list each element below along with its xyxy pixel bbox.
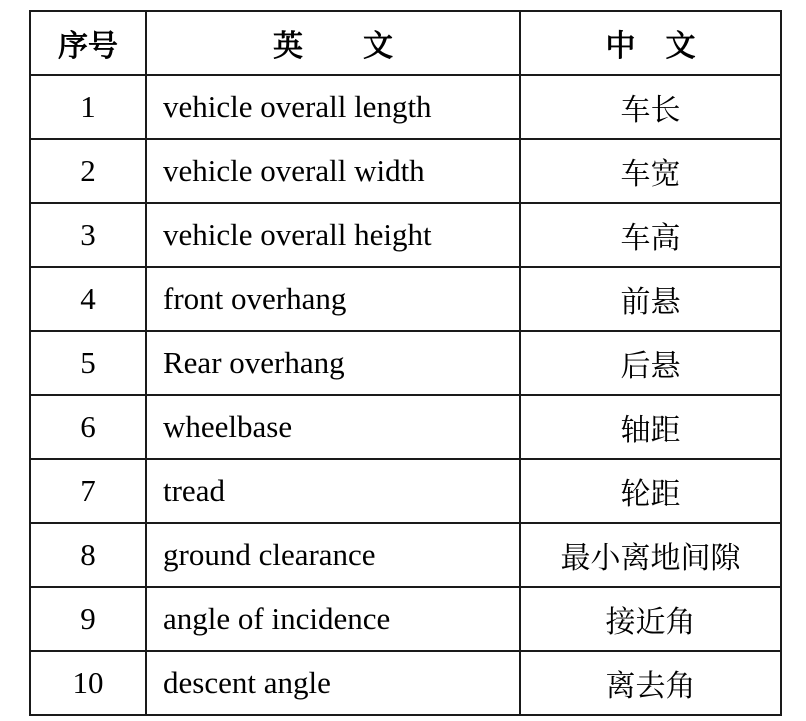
table-row [30, 267, 781, 331]
table-header-row [30, 11, 781, 75]
row-number: 2 [30, 139, 146, 203]
row-number: 5 [30, 331, 146, 395]
header-number: 序号 [30, 11, 146, 75]
header-chinese: 中 文 [520, 11, 781, 75]
row-chinese-term: 车高 [520, 203, 781, 267]
row-number: 1 [30, 75, 146, 139]
row-number: 6 [30, 395, 146, 459]
row-number: 9 [30, 587, 146, 651]
table-row [30, 395, 781, 459]
row-chinese-term: 轴距 [520, 395, 781, 459]
row-number: 8 [30, 523, 146, 587]
row-number: 7 [30, 459, 146, 523]
table-row [30, 75, 781, 139]
row-chinese-term: 车宽 [520, 139, 781, 203]
table-row [30, 651, 781, 715]
row-chinese-term: 后悬 [520, 331, 781, 395]
row-english-term: vehicle overall length [146, 75, 520, 139]
table-row [30, 203, 781, 267]
row-number: 10 [30, 651, 146, 715]
table-row [30, 523, 781, 587]
table-row [30, 459, 781, 523]
table-row [30, 587, 781, 651]
row-english-term: front overhang [146, 267, 520, 331]
row-english-term: angle of incidence [146, 587, 520, 651]
row-number: 3 [30, 203, 146, 267]
row-english-term: ground clearance [146, 523, 520, 587]
row-chinese-term: 前悬 [520, 267, 781, 331]
table-row [30, 139, 781, 203]
row-chinese-term: 离去角 [520, 651, 781, 715]
row-chinese-term: 车长 [520, 75, 781, 139]
row-english-term: vehicle overall height [146, 203, 520, 267]
row-english-term: Rear overhang [146, 331, 520, 395]
row-chinese-term: 接近角 [520, 587, 781, 651]
header-english: 英 文 [146, 11, 520, 75]
table-row [30, 331, 781, 395]
row-english-term: wheelbase [146, 395, 520, 459]
terms-table [29, 10, 782, 716]
row-english-term: tread [146, 459, 520, 523]
row-english-term: vehicle overall width [146, 139, 520, 203]
row-number: 4 [30, 267, 146, 331]
row-english-term: descent angle [146, 651, 520, 715]
row-chinese-term: 最小离地间隙 [520, 523, 781, 587]
row-chinese-term: 轮距 [520, 459, 781, 523]
